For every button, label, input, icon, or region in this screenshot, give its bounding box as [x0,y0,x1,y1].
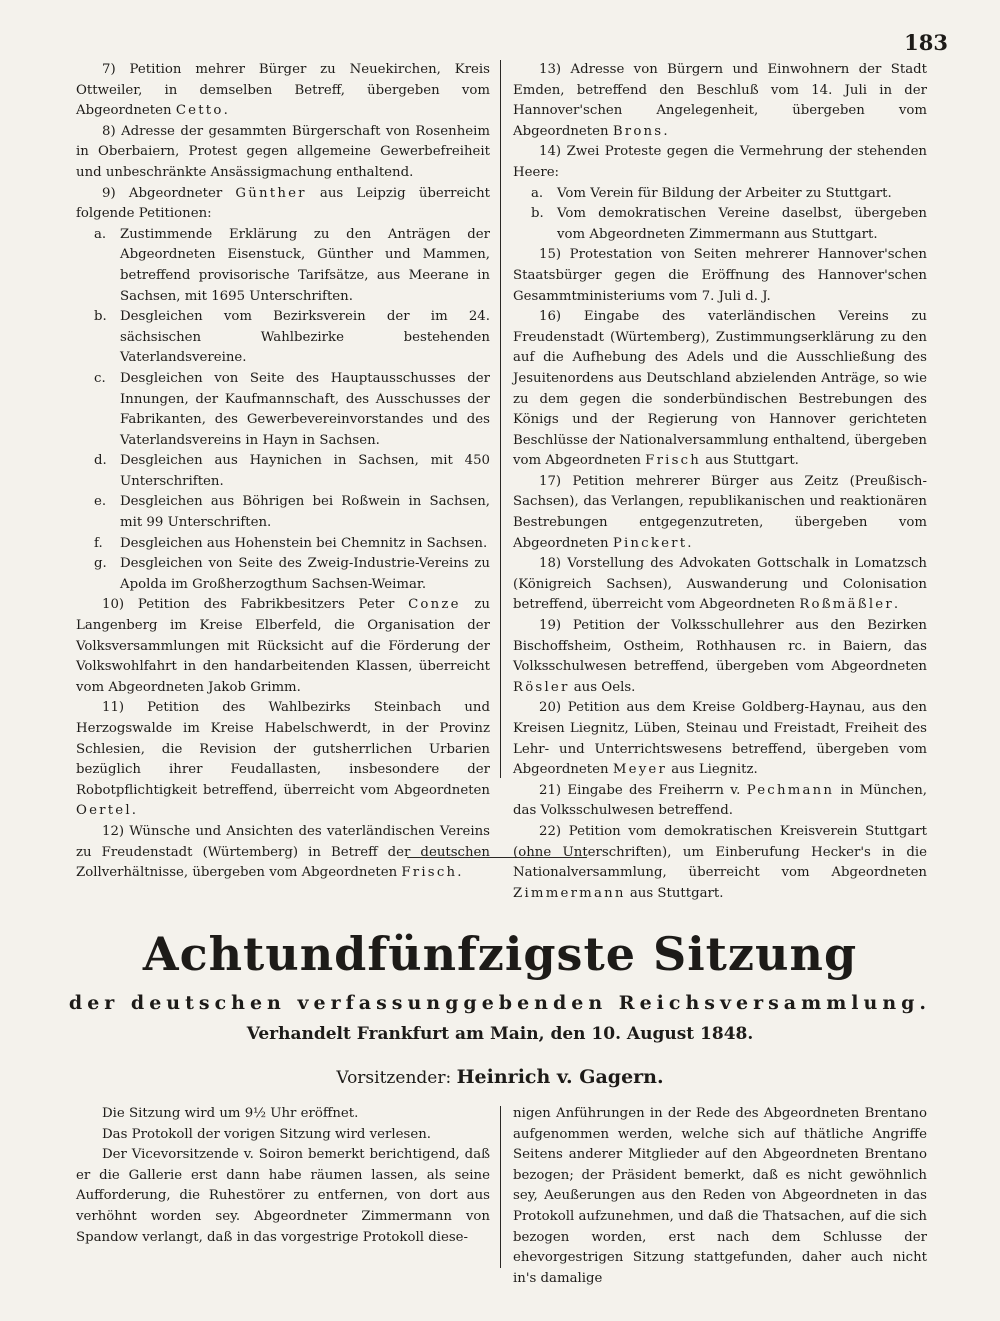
petition-text: 21) Eingabe des Freiherrn v. [539,782,747,798]
petition-text: 7) Petition mehrer Bürger zu Neuekirchen, Kreis Ottweiler, in demselben Betreff, übergeben vom Abgeordneten [76,62,490,119]
petition-text: 15) Protestation von Seiten mehrerer Hannover'schen Staatsbürger gegen die Eröffnung des Hannover'schen Gesammtministeriums vom 7. Juli d. J. [513,247,927,304]
petition-entry [513,245,927,307]
petition-text-tail: . [893,597,899,613]
session-subtitle: der deutschen verfassunggebenden Reichsversammlung. [68,992,932,1014]
petition-text-tail: . [223,103,228,119]
petition-entry [513,698,927,780]
petition-text-tail: zu Langenberg im Kreise Elberfeld, die Organisation der Volksversammlungen mit Rücksicht auf die Förderung der Volkswohlfahrt in den handarbeitenden Klassen, überreicht vom Abgeordneten Jakob Grimm. [76,597,490,695]
sub-petition-item [76,534,490,555]
petition-entry [513,554,927,616]
petition-text-tail: aus Stuttgart. [701,453,799,469]
deputy-name: Brons [612,123,664,139]
petition-entry [513,142,927,183]
sub-petition-item [513,204,927,245]
sub-petition-letter: f. [94,535,103,551]
minutes-section [76,1104,944,1286]
petition-text: 11) Petition des Wahlbezirks Steinbach und Herzogswalde im Kreise Habelschwerdt, in der Provinz Schlesien, die Revision der gutsherrlichen Urbarien bezüglich ihrer Feudallasten, insbesondere der Robotpflichtigkeit betreffend, überreicht vom Abgeordneten [76,700,490,798]
deputy-name: Cetto [175,103,224,119]
petition-text-tail: . [687,535,692,551]
petition-text: 17) Petition mehrerer Bürger aus Zeitz (Preußisch-Sachsen), das Verlangen, republikanischen und reaktionären Bestrebungen entgegenzutreten, übergeben vom Abgeordneten [513,473,927,551]
right-column [513,60,927,904]
petition-text-tail: . [663,123,668,139]
deputy-name: Frisch [645,453,702,469]
petition-text: 8) Adresse der gesammten Bürgerschaft von Rosenheim in Oberbaiern, Protest gegen allgemeine Gewerbefreiheit und unbeschränkte Ansässigmachung enthaltend. [76,123,490,180]
sub-petition-text: Desgleichen aus Hohenstein bei Chemnitz in Sachsen. [120,535,488,551]
sub-petition-letter: e. [94,494,107,510]
minutes-paragraph: Das Protokoll der vorigen Sitzung wird verlesen. [102,1126,432,1142]
left-column [76,60,490,884]
sub-petition-list [76,225,490,596]
sub-petition-text: Zustimmende Erklärung zu den Anträgen der Abgeordneten Eisenstuck, Günther und Mammen, betreffend provisorische Tarifsätze, aus Meerane in Sachsen, mit 1695 Unterschriften. [120,226,490,304]
petition-entry [513,781,927,822]
sub-petition-item [76,369,490,451]
petition-entry [513,616,927,698]
sub-petition-letter: b. [94,309,107,325]
sub-petition-letter: a. [531,185,544,201]
petition-text: 14) Zwei Proteste gegen die Vermehrung der stehenden Heere: [513,144,927,180]
sub-petition-text: Desgleichen aus Haynichen in Sachsen, mit 450 Unterschriften. [120,453,490,489]
sub-petition-letter: b. [531,206,544,222]
petition-entry [76,60,490,122]
session-date: Verhandelt Frankfurt am Main, den 10. August 1848. [246,1024,754,1044]
deputy-name: Günther [235,185,307,201]
petition-text: 16) Eingabe des vaterländischen Vereins zu Freudenstadt (Würtemberg), Zustimmungserklärung zu den auf die Aufhebung des Adels und die Ausschließung des Jesuitenordens aus Deutschland abzielenden Anträge, so wie zu dem gegen die sonderbündischen Bestrebungen des Königs und der Regierung von Hannover gerichteten Beschlüsse der Nationalversammlung enthaltend, übergeben vom Abgeordneten [513,309,927,469]
sub-petition-text: Desgleichen aus Böhrigen bei Roßwein in Sachsen, mit 99 Unterschriften. [120,494,490,531]
chair-label: Vorsitzender: [336,1068,452,1088]
sub-petition-item [76,225,490,307]
petition-text-tail: . [131,803,137,819]
petition-entry [513,822,927,904]
sub-petition-letter: d. [94,453,107,469]
sub-petition-item [76,307,490,369]
deputy-name: Roßmäßler [799,597,894,613]
chair-name: Heinrich v. Gagern. [456,1066,664,1088]
petition-text-tail: in München, das Volksschulwesen betreffend. [513,782,927,819]
sub-petition-letter: g. [94,556,107,572]
deputy-name: Oertel [76,803,132,819]
sub-petition-text: Vom Verein für Bildung der Arbeiter zu Stuttgart. [557,185,892,201]
sub-petition-item [76,554,490,595]
petition-entry [513,307,927,472]
petition-text: 20) Petition aus dem Kreise Goldberg-Haynau, aus den Kreisen Liegnitz, Lüben, Steinau und Freistadt, Freiheit des Lehr- und Unterrichtswesens betreffend, übergeben vom Abgeordneten [513,700,927,778]
petition-entry [76,595,490,698]
minutes-right-column [513,1104,927,1289]
page-number: 183 [904,30,948,55]
deputy-name: Frisch [401,865,458,881]
session-title: Achtundfünfzigste Sitzung [142,927,858,981]
minutes-paragraph: Der Vicevorsitzende v. Soiron bemerkt berichtigend, daß er die Gallerie erst dann habe räumen lassen, als seine Aufforderung, die Ruhestörer zu entfernen, von dort aus verhöhnt worden sey. Abgeordneter Zimmermann von Spandow verlangt, daß in das vorgestrige Protokoll diese- [76,1147,490,1245]
petition-text: 19) Petition der Volksschullehrer aus den Bezirken Bischoffsheim, Ostheim, Rothhausen rc. in Baiern, das Volksschulwesen betreffend, übergeben vom Abgeordneten [513,618,927,675]
petition-text: 9) Abgeordneter [102,185,236,201]
sub-petition-letter: c. [94,370,106,386]
minutes-column-divider [500,1106,501,1268]
minutes-paragraph: Die Sitzung wird um 9½ Uhr eröffnet. [102,1106,359,1121]
petition-entry [513,60,927,142]
sub-petition-item [513,184,927,205]
sub-petition-list [513,184,927,246]
petition-text-tail: aus Oels. [569,679,636,695]
petition-text: 22) Petition vom demokratischen Kreisverein Stuttgart (ohne Unterschriften), um Einberufung Hecker's in die Nationalversammlung, überreicht vom Abgeordneten [513,823,927,881]
sub-petition-text: Vom demokratischen Vereine daselbst, übergeben vom Abgeordneten Zimmermann aus Stuttgart. [557,206,927,242]
petition-text-tail: aus Stuttgart. [625,885,724,901]
sub-petition-item [76,451,490,492]
petition-entry [76,698,490,822]
deputy-name: Zimmermann [513,885,626,901]
petition-text-tail: aus Liegnitz. [667,762,758,778]
deputy-name: Conze [408,597,461,613]
column-divider [500,60,501,778]
deputy-name: Meyer [612,762,668,778]
petitions-section [76,60,944,901]
deputy-name: Pinckert [612,535,688,551]
petition-text: 13) Adresse von Bürgern und Einwohnern der Stadt Emden, betreffend den Beschluß vom 14. Juli in der Hannover'schen Angelegenheit, übergeben vom Abgeordneten [513,62,927,139]
petition-entry [76,822,490,884]
petition-entry [513,472,927,554]
sub-petition-text: Desgleichen von Seite des Hauptausschusses der Innungen, der Kaufmannschaft, des Ausschusses der Fabrikanten, des Gewerbevereinvorstandes und des Vaterlandsvereins in Hayn in Sachsen. [120,370,490,448]
sub-petition-text: Desgleichen von Seite des Zweig-Industrie-Vereins zu Apolda im Großherzogthum Sachsen-Weimar. [120,556,490,592]
section-rule [407,857,587,858]
sub-petition-text: Desgleichen vom Bezirksverein der im 24. sächsischen Wahlbezirke bestehenden Vaterlandsvereine. [120,309,490,366]
chair-line [0,1066,1000,1088]
petition-text: 18) Vorstellung des Advokaten Gottschalk in Lomatzsch (Königreich Sachsen), Auswanderung und Colonisation betreffend, überreicht vom Abgeordneten [513,556,927,613]
sub-petition-letter: a. [94,226,107,242]
petition-text: 10) Petition des Fabrikbesitzers Peter [102,597,409,613]
petition-entry [76,122,490,184]
deputy-name: Pechmann [746,782,835,798]
petition-text-tail: aus Leipzig überreicht folgende Petitionen: [76,185,490,222]
deputy-name: Rösler [513,679,570,695]
petition-text-tail: . [457,865,462,881]
minutes-left-column [76,1104,490,1248]
minutes-paragraph: nigen Anführungen in der Rede des Abgeordneten Brentano aufgenommen werden, welche sich auf thätliche Angriffe Seitens anderer Mitglieder auf den Abgeordneten Brentano bezogen; der Präsident bemerkt, daß es nicht gewöhnlich sey, Aeußerungen aus den Reden von Abgeordneten in das Protokoll aufzunehmen, und daß die Thatsachen, auf die sich bezogen worden, erst nach dem Schlusse der ehevorgestrigen Sitzung stattgefunden, daher auch nicht in's damalige [513,1106,927,1286]
petition-entry [76,184,490,225]
sub-petition-item [76,492,490,533]
petition-text: 12) Wünsche und Ansichten des vaterländischen Vereins zu Freudenstadt (Würtemberg) in Betreff der deutschen Zollverhältnisse, übergeben vom Abgeordneten [76,823,490,881]
